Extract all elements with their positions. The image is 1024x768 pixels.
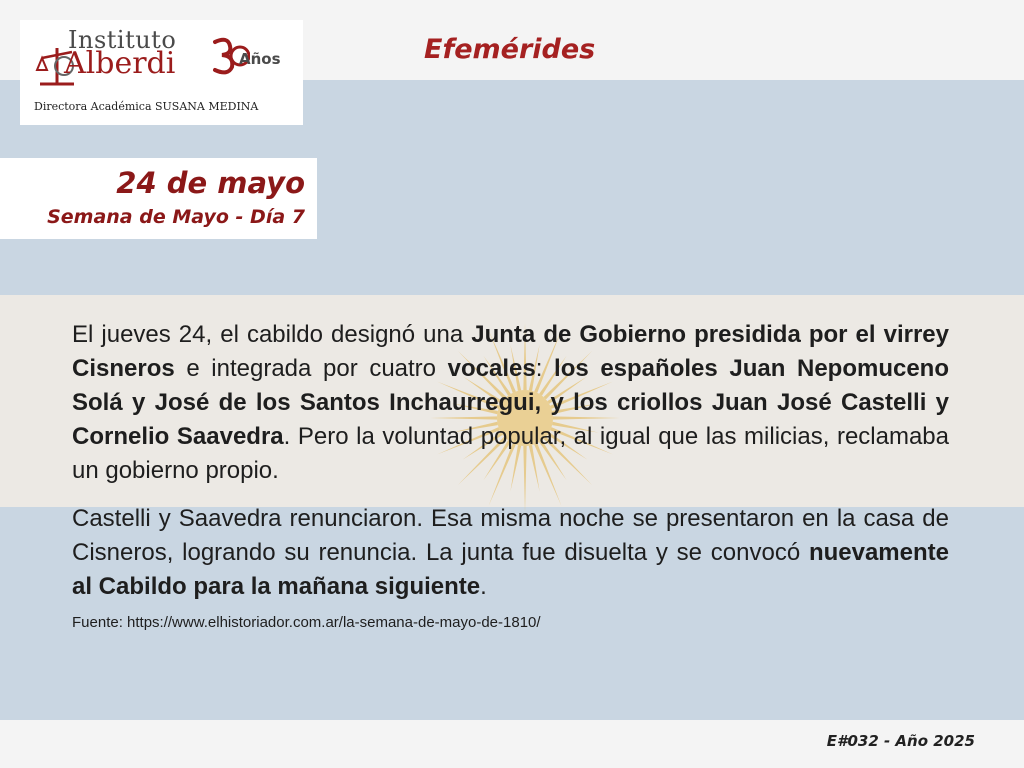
footer-edition-code: E#032 - Año 2025 — [826, 732, 975, 750]
director-label: Directora Académica SUSANA MEDINA — [34, 100, 259, 113]
logo-instituto-text: Instituto — [68, 26, 177, 54]
date-subheading: Semana de Mayo - Día 7 — [47, 206, 305, 228]
bold-run-p1-1: Junta de Gobierno presidida por el virrey Cisneros — [72, 321, 949, 382]
bold-run-p1-5: los españoles Juan Nepomuceno Solá y José de los Santos Inchaurregui, y los criollos Juan José Castelli y Cornelio Saavedra — [72, 355, 949, 450]
logo-anos-text: Años — [239, 50, 281, 68]
text-run-p1-6: . Pero la voluntad popular, al igual que las milicias, reclamaba un gobierno propio. — [72, 423, 950, 484]
source-citation: Fuente: https://www.elhistoriador.com.ar/la-semana-de-mayo-de-1810/ — [72, 614, 541, 631]
logo-alberdi-text: Alberdi — [64, 46, 176, 81]
institute-logo — [20, 20, 303, 125]
bold-run-p1-3: vocales — [447, 355, 536, 382]
paragraph-2 — [72, 502, 949, 604]
article-body — [72, 318, 949, 618]
text-run-p1-4: : — [535, 355, 555, 382]
page-title: Efemérides — [424, 34, 596, 65]
bold-run-p2-1: nuevamente al Cabildo para la mañana siguiente — [72, 539, 949, 600]
text-run-p2-0: Castelli y Saavedra renunciaron. Esa misma noche se presentaron en la casa de Cisneros, logrando su renuncia. La junta fue disuelta y se convocó — [72, 505, 949, 566]
paragraph-1 — [72, 318, 949, 488]
date-box — [0, 158, 317, 239]
text-run-p1-2: e integrada por cuatro — [174, 355, 448, 382]
date-heading: 24 de mayo — [116, 166, 305, 200]
text-run-p2-2: . — [480, 573, 487, 600]
text-run-p1-0: El jueves 24, el cabildo designó una — [72, 321, 472, 348]
